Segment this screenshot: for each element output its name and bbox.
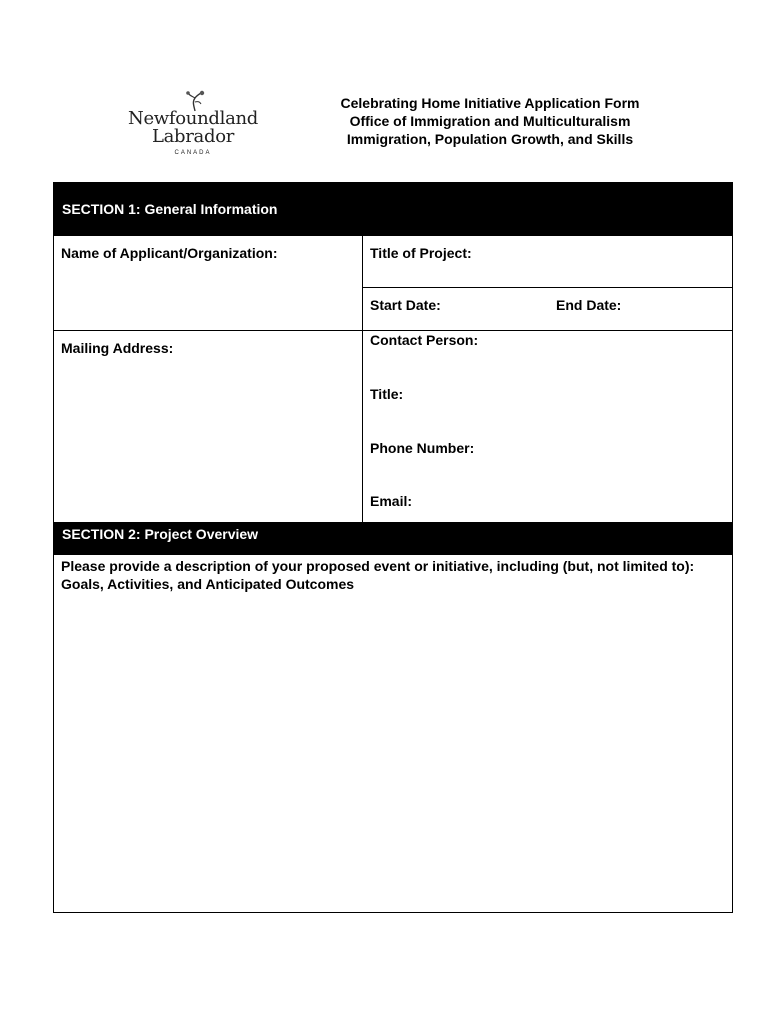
row-divider-title-dates <box>362 287 732 288</box>
office-name: Office of Immigration and Multiculturalism <box>349 113 631 129</box>
application-form <box>53 182 733 913</box>
contact-person-field[interactable]: Contact Person: <box>370 332 479 348</box>
department-name: Immigration, Population Growth, and Skills <box>346 131 634 147</box>
logo-line-labrador: Labrador <box>151 126 235 147</box>
applicant-name-field[interactable]: Name of Applicant/Organization: <box>61 245 278 261</box>
contact-title-field[interactable]: Title: <box>370 386 404 402</box>
end-date-field[interactable]: End Date: <box>556 297 622 313</box>
form-title-block <box>300 94 680 148</box>
form-title: Celebrating Home Initiative Application Form <box>340 95 640 111</box>
phone-number-field[interactable]: Phone Number: <box>370 440 475 456</box>
project-description-field[interactable]: Please provide a description of your proposed event or initiative, including (but, not limited to): Goals, Activities, and Anticipated Outcomes <box>61 558 695 592</box>
row-divider-address <box>54 330 732 331</box>
start-date-field[interactable]: Start Date: <box>370 297 441 313</box>
section2-heading: SECTION 2: Project Overview <box>54 522 732 555</box>
row-divider-top <box>54 235 732 236</box>
mailing-address-field[interactable]: Mailing Address: <box>61 340 174 356</box>
logo-line-canada: CANADA <box>174 150 212 156</box>
newfoundland-labrador-logo <box>128 90 258 162</box>
project-title-field[interactable]: Title of Project: <box>370 245 472 261</box>
logo-line-newfoundland: Newfoundland <box>128 108 259 129</box>
email-field[interactable]: Email: <box>370 493 413 509</box>
section1-heading: SECTION 1: General Information <box>54 183 732 235</box>
column-divider <box>362 235 363 522</box>
